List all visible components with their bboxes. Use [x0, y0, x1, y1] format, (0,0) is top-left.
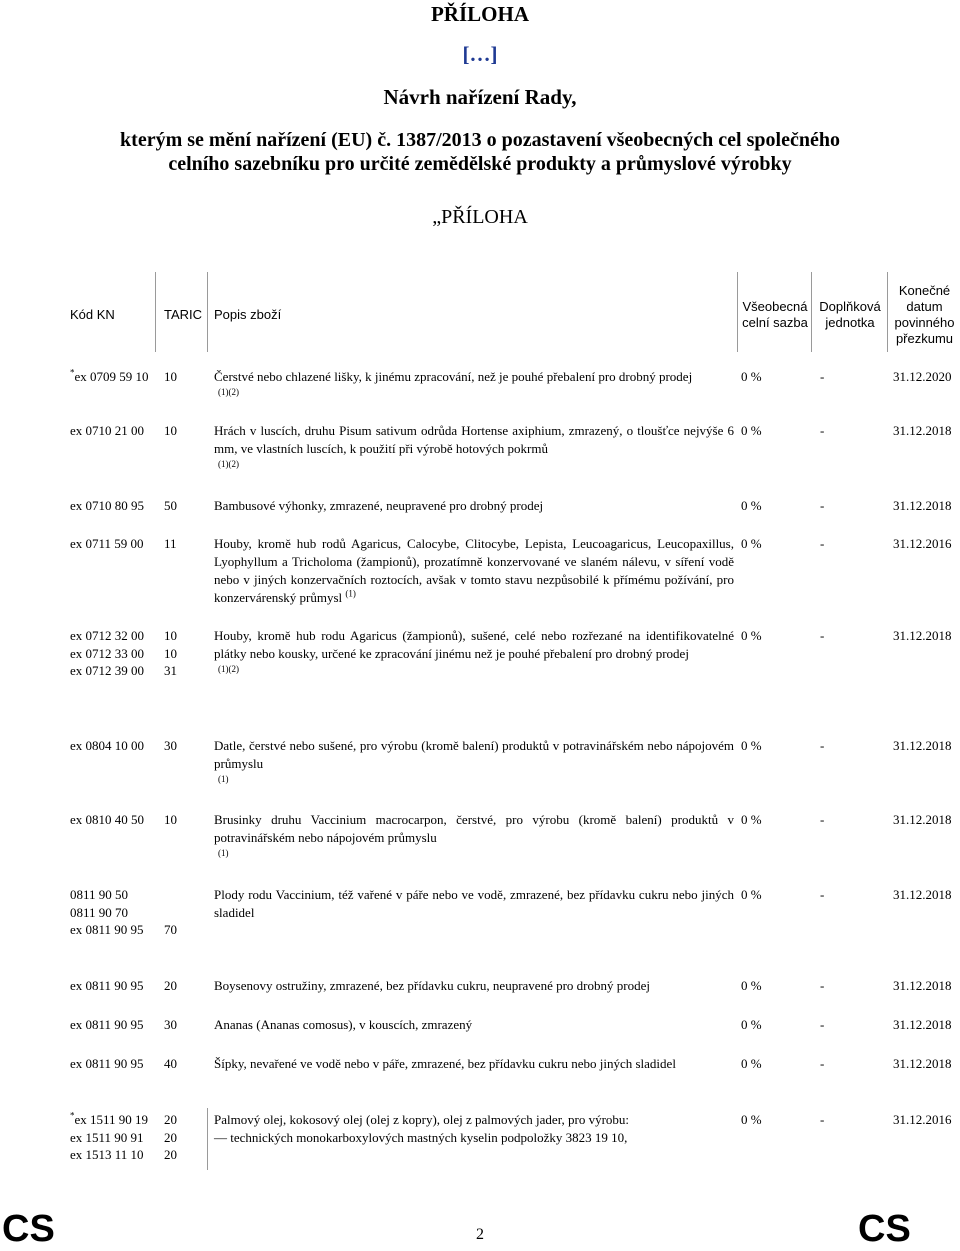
cell-taric: 70: [164, 922, 177, 937]
cell-rate: 0 %: [741, 628, 762, 643]
language-code-left: CS: [2, 1208, 55, 1250]
cell-rate: 0 %: [741, 978, 762, 993]
goods-description: Datle, čerstvé nebo sušené, pro výrobu (kromě balení) produktů v potravinářském nebo nápojovém průmyslu: [214, 738, 734, 771]
taric-code: 20: [164, 1147, 177, 1162]
regulation-title-line-2: celního sazebníku pro určité zemědělské produkty a průmyslové výrobky: [168, 153, 792, 175]
cell-desc: [214, 811, 734, 859]
header-unit: [815, 299, 885, 331]
footnote-ref: (1)(2): [218, 664, 239, 674]
header-unit-line: jednotka: [825, 315, 875, 330]
goods-description-indent: — technických monokarboxylových mastných kyselin podpoložky 3823 19 10,: [214, 1130, 628, 1145]
cell-kod: [70, 368, 160, 386]
cell-taric: 11: [164, 536, 177, 551]
cn-code-text: ex 1511 90 19: [74, 1112, 149, 1127]
goods-description: Houby, kromě hub rodu Agaricus (žampionů), sušené, celé nebo rozřezané na identifikovatelné plátky nebo kousky, určené ke zpracování jinému než je pouhé přebalení pro drobný prodej: [214, 628, 734, 661]
taric-code: 10: [164, 628, 177, 643]
goods-description: Hrách v luscích, druhu Pisum sativum odrůda Hortense axiphium, zmrazený, o tloušťce nejvýše 6 mm, ve vlastních luscích, k použití při výrobě hotových pokrmů: [214, 423, 734, 456]
column-divider: [811, 272, 812, 352]
cell-taric: 10: [164, 369, 177, 384]
regulation-title-line-1: kterým se mění nařízení (EU) č. 1387/2013 o pozastavení všeobecných cel společného: [120, 129, 840, 151]
cell-unit: -: [820, 738, 825, 753]
cell-rate: 0 %: [741, 498, 762, 513]
cell-kod: ex 0811 90 95: [70, 1056, 144, 1071]
column-divider: [207, 272, 208, 352]
header-date-line: Konečné: [898, 283, 951, 298]
header-taric: TARIC: [164, 307, 203, 322]
cell-kod: [70, 886, 160, 939]
cell-date: 31.12.2018: [893, 423, 952, 438]
cell-date: 31.12.2018: [893, 628, 952, 643]
footnote-ref: (1): [345, 588, 356, 599]
header-kod: Kód KN: [70, 307, 115, 322]
cell-taric: 10: [164, 812, 177, 827]
regulation-title: [0, 128, 960, 176]
cell-desc: [214, 368, 734, 398]
proposal-heading: Návrh nařízení Rady,: [383, 85, 577, 109]
cn-code: ex 1511 90 91: [70, 1129, 144, 1145]
cell-kod: ex 0810 40 50: [70, 812, 145, 827]
cell-rate: 0 %: [741, 536, 762, 551]
cell-date: 31.12.2018: [893, 812, 952, 827]
footnote-star: *: [70, 1110, 75, 1121]
cell-desc: [214, 422, 734, 470]
omission-marker: […]: [462, 42, 498, 66]
column-divider: [737, 272, 738, 352]
cell-taric: [164, 627, 204, 680]
cell-unit: -: [820, 887, 825, 902]
cell-kod: [70, 1111, 160, 1164]
cell-rate: 0 %: [741, 812, 762, 827]
cn-code: ex 1513 11 10: [70, 1147, 144, 1162]
cell-date: 31.12.2018: [893, 1017, 952, 1032]
cell-unit: -: [820, 536, 825, 551]
footnote-star: *: [70, 367, 75, 378]
column-divider: [155, 272, 156, 352]
cell-unit: -: [820, 423, 825, 438]
cell-desc: Ananas (Ananas comosus), v kouscích, zmrazený: [214, 1017, 473, 1032]
cell-unit: -: [820, 812, 825, 827]
cn-code: ex 0709 59 10: [74, 369, 149, 384]
cell-date: 31.12.2018: [893, 887, 952, 902]
cell-date: 31.12.2018: [893, 498, 952, 513]
goods-description: Brusinky druhu Vaccinium macrocarpon, čerstvé, pro výrobu (kromě balení) produktů v potravinářském nebo nápojovém průmyslu: [214, 812, 734, 845]
footnote-ref: (1): [218, 848, 229, 858]
cell-kod: ex 0811 90 95: [70, 978, 144, 993]
cell-rate: 0 %: [741, 887, 762, 902]
cell-taric: 40: [164, 1056, 177, 1071]
cell-unit: -: [820, 369, 825, 384]
taric-code: 31: [164, 663, 177, 678]
cell-kod: [70, 627, 160, 680]
annex-quote-heading: „PŘÍLOHA: [432, 206, 528, 228]
header-date-line: povinného: [894, 315, 955, 330]
cell-desc: [214, 1111, 734, 1147]
cell-unit: -: [820, 628, 825, 643]
cell-date: 31.12.2018: [893, 1056, 952, 1071]
footnote-ref: (1)(2): [218, 387, 239, 397]
column-divider: [887, 272, 888, 352]
cell-rate: 0 %: [741, 1056, 762, 1071]
cn-code: ex 0712 32 00: [70, 628, 145, 643]
cell-taric: 30: [164, 738, 177, 753]
cn-code: ex 0712 39 00: [70, 663, 145, 678]
cell-date: 31.12.2018: [893, 738, 952, 753]
cell-unit: -: [820, 978, 825, 993]
cell-kod: ex 0711 59 00: [70, 536, 144, 551]
cell-desc: Bambusové výhonky, zmrazené, neupravené pro drobný prodej: [214, 498, 544, 513]
header-desc: Popis zboží: [214, 307, 282, 322]
footnote-ref: (1): [218, 774, 229, 784]
cell-desc: Boysenovy ostružiny, zmrazené, bez přídavku cukru, neupravené pro drobný prodej: [214, 978, 650, 993]
cell-taric: 20: [164, 978, 177, 993]
cell-kod: ex 0710 21 00: [70, 423, 145, 438]
cell-unit: -: [820, 498, 825, 513]
header-rate-line: Všeobecná: [742, 299, 808, 314]
cn-code: 0811 90 50: [70, 887, 129, 902]
header-rate: [741, 299, 809, 331]
cell-unit: -: [820, 1056, 825, 1071]
annex-heading: PŘÍLOHA: [430, 2, 529, 26]
cell-taric: 30: [164, 1017, 177, 1032]
cell-desc: [214, 535, 734, 607]
cell-date: 31.12.2020: [893, 369, 952, 384]
cell-date: 31.12.2018: [893, 978, 952, 993]
cell-desc: Šípky, nevařené ve vodě nebo v páře, zmrazené, bez přídavku cukru nebo jiných sladidel: [214, 1056, 676, 1071]
cell-desc: [214, 737, 734, 785]
taric-code: 20: [164, 1129, 177, 1145]
cell-unit: -: [820, 1017, 825, 1032]
page-number: 2: [476, 1226, 484, 1243]
cell-desc: Plody rodu Vaccinium, též vařené v páře nebo ve vodě, zmrazené, bez přídavku cukru nebo jiných sladidel: [214, 887, 734, 920]
taric-code: 10: [164, 645, 177, 661]
header-date-line: přezkumu: [895, 331, 954, 346]
cn-code: [70, 1111, 160, 1129]
goods-description: Houby, kromě hub rodů Agaricus, Calocybe, Clitocybe, Lepista, Leucoagaricus, Leucopaxillus, Lyophyllum a Tricholoma (žampionů), prozatímně konzervované ve slaném nálevu, v síření vodě nebo v jiných konzervačních roztocích, avšak v tomto stavu nezpůsobilé k přímému požívání, pro konzervárenský průmysl: [214, 536, 734, 605]
cell-rate: 0 %: [741, 369, 762, 384]
cn-code: ex 0712 33 00: [70, 645, 145, 661]
goods-description: Palmový olej, kokosový olej (olej z kopry), olej z palmových jader, pro výrobu:: [214, 1112, 630, 1127]
cell-taric: 10: [164, 423, 177, 438]
language-code-right: CS: [858, 1208, 911, 1250]
cell-date: 31.12.2016: [893, 1112, 952, 1127]
goods-description: Čerstvé nebo chlazené lišky, k jinému zpracování, než je pouhé přebalení pro drobný prodej: [214, 369, 693, 384]
cell-rate: 0 %: [741, 423, 762, 438]
cell-rate: 0 %: [741, 1017, 762, 1032]
cell-rate: 0 %: [741, 1112, 762, 1127]
cell-kod: ex 0804 10 00: [70, 738, 145, 753]
header-date-line: datum: [906, 299, 943, 314]
header-date: [889, 283, 960, 347]
footnote-ref: (1)(2): [218, 459, 239, 469]
cn-code: ex 0811 90 95: [70, 922, 144, 937]
header-rate-line: celní sazba: [742, 315, 808, 330]
cell-date: 31.12.2016: [893, 536, 952, 551]
cell-unit: -: [820, 1112, 825, 1127]
taric-code: 20: [164, 1112, 177, 1127]
cell-kod: ex 0811 90 95: [70, 1017, 144, 1032]
cell-rate: 0 %: [741, 738, 762, 753]
cell-desc: [214, 627, 734, 675]
cn-code: 0811 90 70: [70, 904, 129, 920]
cell-taric: [164, 1111, 204, 1164]
column-divider: [207, 1108, 208, 1170]
header-unit-line: Doplňková: [819, 299, 881, 314]
cell-kod: ex 0710 80 95: [70, 498, 145, 513]
cell-taric: 50: [164, 498, 177, 513]
